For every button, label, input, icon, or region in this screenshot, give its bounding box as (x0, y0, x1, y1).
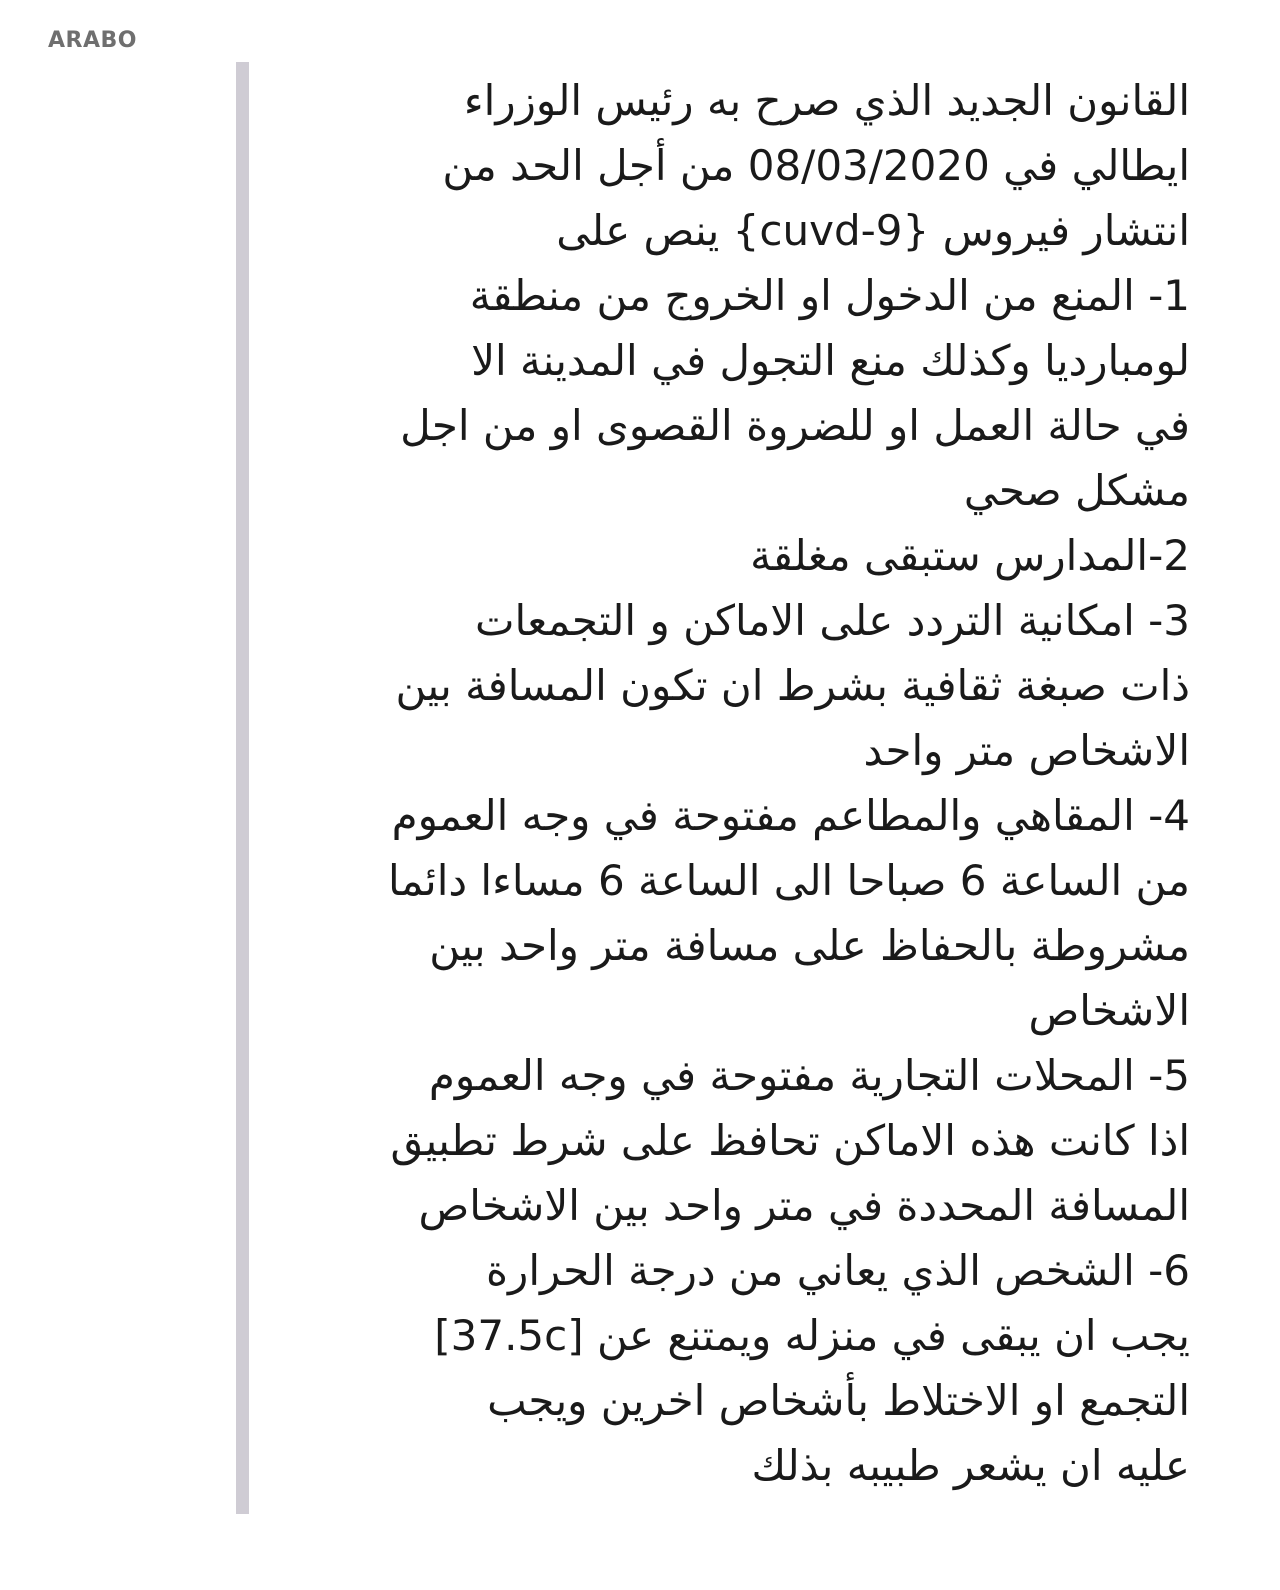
message-line: ذات صبغة ثقافية بشرط ان تكون المسافة بين (395, 661, 1190, 710)
message-line: المسافة المحددة في متر واحد بين الاشخاص (418, 1181, 1190, 1230)
message-line: 2-المدارس ستبقى مغلقة (750, 531, 1190, 580)
message-line: 1- المنع من الدخول او الخروج من منطقة (469, 271, 1190, 320)
message-line: 6- الشخص الذي يعاني من درجة الحرارة (486, 1246, 1190, 1295)
message-line: التجمع او الاختلاط بأشخاص اخرين ويجب (487, 1376, 1190, 1425)
message-line: 3- امكانية التردد على الاماكن و التجمعات (474, 596, 1190, 645)
message-line: انتشار فيروس {cuvd-9} ينص على (556, 206, 1190, 255)
message-line: مشكل صحي (963, 466, 1190, 515)
message-line: لومبارديا وكذلك منع التجول في المدينة الا (471, 336, 1190, 385)
message-line: القانون الجديد الذي صرح به رئيس الوزراء (463, 76, 1190, 125)
message-line: عليه ان يشعر طبيبه بذلك (751, 1441, 1190, 1490)
message-line: 5- المحلات التجارية مفتوحة في وجه العموم (428, 1051, 1190, 1100)
message-text (290, 68, 1190, 1498)
message-line: [37.5c] يجب ان يبقى في منزله ويمتنع عن (434, 1311, 1190, 1360)
message-line: مشروطة بالحفاظ على مسافة متر واحد بين (429, 921, 1190, 970)
message-line: من الساعة 6 صباحا الى الساعة 6 مساءا دائما (387, 856, 1190, 905)
message-line: اذا كانت هذه الاماكن تحافظ على شرط تطبيق (390, 1116, 1190, 1165)
message-line: 4- المقاهي والمطاعم مفتوحة في وجه العموم (391, 791, 1190, 840)
quote-bar (236, 62, 249, 1514)
message-line: ايطالي في 08/03/2020 من أجل الحد من (442, 141, 1190, 190)
message-line: الاشخاص متر واحد (863, 726, 1190, 775)
message-line: في حالة العمل او للضروة القصوى او من اجل (400, 401, 1190, 450)
language-label: ARABO (48, 28, 137, 53)
message-line: الاشخاص (1028, 986, 1190, 1035)
